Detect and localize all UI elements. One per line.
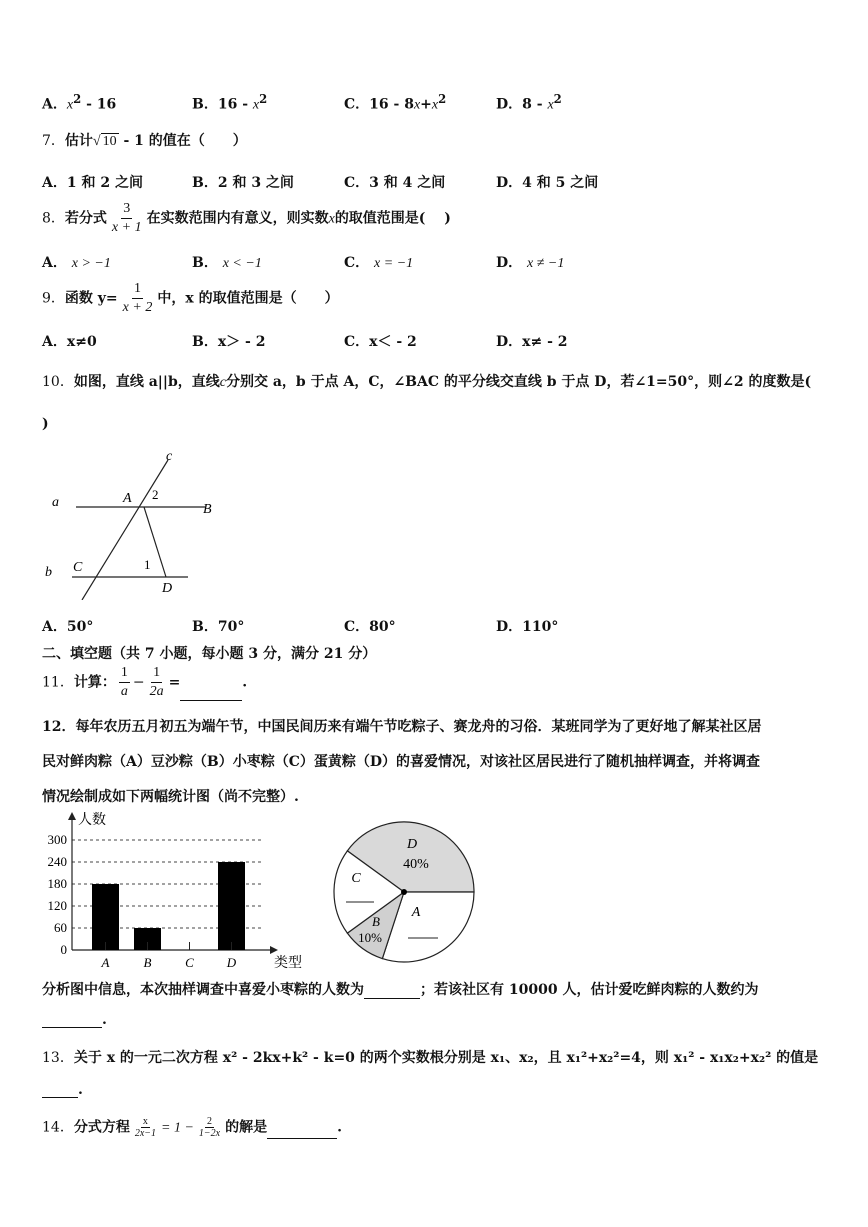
question-7 bbox=[42, 130, 247, 150]
x-axis-title: 类型 bbox=[274, 956, 302, 970]
pie-label-B: B bbox=[372, 914, 380, 929]
answer-blank bbox=[267, 1138, 337, 1139]
answer-blank bbox=[42, 1027, 102, 1028]
numerator: 3 bbox=[121, 200, 132, 219]
text: 若分式 bbox=[64, 210, 107, 227]
text: 估计 bbox=[64, 133, 93, 149]
text: . bbox=[102, 1012, 107, 1028]
denominator: a bbox=[120, 684, 128, 699]
radicand: 10 bbox=[102, 134, 117, 149]
pie-value-B: 10% bbox=[358, 930, 382, 945]
question-12-line-2: 民对鲜肉粽（A）豆沙粽（B）小枣粽（C）蛋黄粽（D）的喜爱情况，对该社区居民进行了随机抽样调查，并将调查 bbox=[42, 754, 760, 770]
expr: x < −1 bbox=[222, 256, 262, 271]
q7-option-c: C．3 和 4 之间 bbox=[344, 175, 446, 191]
label-a: a bbox=[52, 495, 59, 510]
q10-option-d: D．110° bbox=[496, 619, 559, 635]
denominator: x + 1 bbox=[111, 220, 142, 235]
q8-option-a bbox=[42, 252, 111, 272]
q8-option-c bbox=[344, 252, 413, 272]
var: x bbox=[66, 97, 74, 113]
pie-label-A: A bbox=[411, 905, 421, 920]
pie-value-D: 40% bbox=[403, 857, 429, 872]
question-12-line-1: 12．每年农历五月初五为端午节，中国民间历来有端午节吃粽子、赛龙舟的习俗．某班同学为了更好地了解某社区居 bbox=[42, 719, 762, 735]
text: − bbox=[132, 674, 145, 691]
q7-option-b: B．2 和 3 之间 bbox=[192, 175, 294, 191]
label-point-b: B bbox=[203, 502, 212, 517]
x-tick-label: D bbox=[226, 955, 237, 970]
text: . bbox=[242, 674, 248, 691]
x-tick-label: B bbox=[143, 955, 152, 970]
question-12-line-3: 情况绘制成如下两幅统计图（尚不完整）. bbox=[42, 789, 299, 805]
option-letter: C． bbox=[344, 255, 370, 271]
option-letter: D． bbox=[496, 255, 523, 271]
var: x bbox=[328, 211, 335, 227]
y-axis-title: 人数 bbox=[78, 813, 106, 828]
text: - 1 的值在（ ） bbox=[118, 133, 247, 149]
question-12-after-2 bbox=[42, 1012, 107, 1028]
text: 分式方程 bbox=[73, 1119, 130, 1136]
option-letter: B． bbox=[192, 96, 218, 113]
y-tick-label: 120 bbox=[47, 898, 67, 913]
text: 的解是 bbox=[225, 1119, 268, 1136]
sup: 2 bbox=[73, 92, 82, 106]
text: = bbox=[168, 674, 181, 691]
text: 中，x 的取值范围是（ ） bbox=[157, 290, 339, 307]
option-letter: B． bbox=[192, 255, 218, 271]
question-8 bbox=[42, 200, 451, 237]
q6-option-b bbox=[192, 92, 267, 114]
option-letter: D． bbox=[496, 96, 523, 113]
section-heading: 二、填空题（共 7 小题，每小题 3 分，满分 21 分） bbox=[42, 646, 377, 662]
text: 16 - bbox=[217, 96, 253, 113]
question-number: 10． bbox=[42, 374, 74, 390]
fraction bbox=[133, 1116, 158, 1139]
question-10-continued: ) bbox=[42, 416, 49, 432]
option-letter: C． bbox=[344, 96, 370, 113]
pie-center bbox=[401, 889, 407, 895]
option-letter: A． bbox=[42, 255, 67, 271]
label-point-d: D bbox=[162, 581, 173, 596]
q9-option-b: B．x＞ - 2 bbox=[192, 334, 266, 350]
denominator: 2x−1 bbox=[134, 1128, 157, 1139]
pie-label-D: D bbox=[406, 837, 418, 852]
text: . bbox=[78, 1082, 83, 1098]
q9-option-a: A．x≠0 bbox=[42, 334, 97, 350]
var: x bbox=[547, 97, 554, 113]
question-14 bbox=[42, 1116, 342, 1139]
bar-A bbox=[92, 884, 119, 950]
x-tick-label: C bbox=[185, 955, 194, 970]
text: 函数 y= bbox=[64, 290, 118, 307]
label-c: c bbox=[166, 449, 173, 464]
answer-blank bbox=[180, 700, 242, 701]
question-number: 14． bbox=[42, 1119, 74, 1136]
y-tick-label: 300 bbox=[47, 832, 67, 847]
fraction bbox=[119, 664, 130, 701]
expr: x > −1 bbox=[71, 256, 111, 271]
q10-option-b: B．70° bbox=[192, 619, 245, 635]
numerator: 2 bbox=[207, 1116, 213, 1127]
question-13-continued bbox=[42, 1082, 83, 1098]
sup: 2 bbox=[438, 92, 447, 106]
label-b: b bbox=[45, 565, 52, 580]
question-number: 9． bbox=[42, 290, 65, 307]
question-number: 7． bbox=[42, 133, 65, 149]
q6-option-c bbox=[344, 92, 446, 114]
q7-option-d: D．4 和 5 之间 bbox=[496, 175, 599, 191]
fraction bbox=[110, 200, 144, 237]
question-number: 8． bbox=[42, 210, 65, 227]
y-tick-label: 0 bbox=[60, 942, 67, 957]
y-tick-label: 60 bbox=[54, 920, 67, 935]
denominator: 2a bbox=[149, 684, 164, 699]
numerator: 1 bbox=[119, 664, 130, 683]
fraction bbox=[197, 1116, 222, 1139]
numerator: 1 bbox=[132, 280, 143, 299]
pie-chart bbox=[330, 810, 490, 970]
q10-geometry-figure bbox=[40, 440, 240, 600]
question-13 bbox=[42, 1047, 818, 1067]
text: + bbox=[420, 96, 432, 113]
text: - 16 bbox=[81, 96, 117, 113]
sqrt: √ 10 bbox=[92, 134, 117, 149]
label-point-a: A bbox=[123, 491, 132, 506]
answer-blank bbox=[42, 1097, 78, 1098]
option-letter: A． bbox=[42, 96, 67, 113]
fraction bbox=[121, 280, 155, 317]
question-number: 13． bbox=[42, 1050, 74, 1066]
numerator: 1 bbox=[151, 664, 162, 683]
text: 分别交 a，b 于点 A，C，∠BAC 的平分线交直线 b 于点 D，若∠1=50°，则∠2 的度数是( bbox=[225, 374, 812, 390]
text: ；若该社区有 10000 人，估计爱吃鲜肉粽的人数约为 bbox=[420, 982, 759, 998]
denominator: x + 2 bbox=[122, 300, 153, 315]
label-point-c: C bbox=[73, 560, 83, 575]
text: 如图，直线 a||b，直线 bbox=[73, 374, 220, 390]
denominator: 1−2x bbox=[198, 1128, 221, 1139]
q6-option-d bbox=[496, 92, 562, 114]
sup: 2 bbox=[259, 92, 268, 106]
var: x bbox=[431, 97, 439, 113]
text: 在实数范围内有意义，则实数 bbox=[146, 210, 329, 227]
text: 分析图中信息，本次抽样调查中喜爱小枣粽的人数为 bbox=[42, 982, 364, 998]
question-11 bbox=[42, 664, 247, 701]
question-9 bbox=[42, 280, 339, 317]
var: x bbox=[413, 97, 421, 113]
text: . bbox=[337, 1119, 342, 1136]
q6-option-a bbox=[42, 92, 116, 114]
text: = 1 − bbox=[161, 1120, 194, 1136]
text: 16 - 8 bbox=[369, 96, 414, 113]
text: 8 - bbox=[522, 96, 548, 113]
q10-option-c: C．80° bbox=[344, 619, 396, 635]
q8-option-d bbox=[496, 252, 564, 272]
fraction bbox=[148, 664, 166, 701]
x-tick-label: A bbox=[101, 955, 110, 970]
y-tick-label: 240 bbox=[47, 854, 67, 869]
q10-option-a: A．50° bbox=[42, 619, 94, 635]
label-angle-2: 2 bbox=[152, 487, 159, 502]
numerator: x bbox=[142, 1116, 148, 1127]
x-axis-arrow bbox=[270, 946, 278, 954]
expr: x = −1 bbox=[374, 256, 414, 271]
bar-D bbox=[218, 862, 245, 950]
expr: x ≠ −1 bbox=[527, 256, 565, 271]
y-axis-arrow bbox=[68, 812, 76, 820]
y-tick-label: 180 bbox=[47, 876, 67, 891]
var: c bbox=[219, 375, 226, 390]
q8-option-b bbox=[192, 252, 262, 272]
sup: 2 bbox=[553, 92, 562, 106]
pie-label-C: C bbox=[351, 871, 361, 886]
question-12-after-1 bbox=[42, 979, 758, 999]
var: x bbox=[252, 97, 260, 113]
label-angle-1: 1 bbox=[144, 557, 151, 572]
text: 关于 x 的一元二次方程 x² - 2kx+k² - k=0 的两个实数根分别是 x₁、x₂，且 x₁²+x₂²=4，则 x₁² - x₁x₂+x₂² 的值是 bbox=[73, 1050, 819, 1066]
text: 计算： bbox=[73, 674, 116, 691]
text: 的取值范围是( ) bbox=[334, 210, 451, 227]
q7-option-a: A．1 和 2 之间 bbox=[42, 175, 143, 191]
q9-option-d: D．x≠ - 2 bbox=[496, 334, 568, 350]
q9-option-c: C．x＜ - 2 bbox=[344, 334, 417, 350]
answer-blank bbox=[364, 998, 420, 999]
line-c bbox=[82, 460, 168, 600]
question-10 bbox=[42, 371, 811, 391]
bar-chart bbox=[40, 810, 310, 970]
question-number: 11． bbox=[42, 674, 74, 691]
